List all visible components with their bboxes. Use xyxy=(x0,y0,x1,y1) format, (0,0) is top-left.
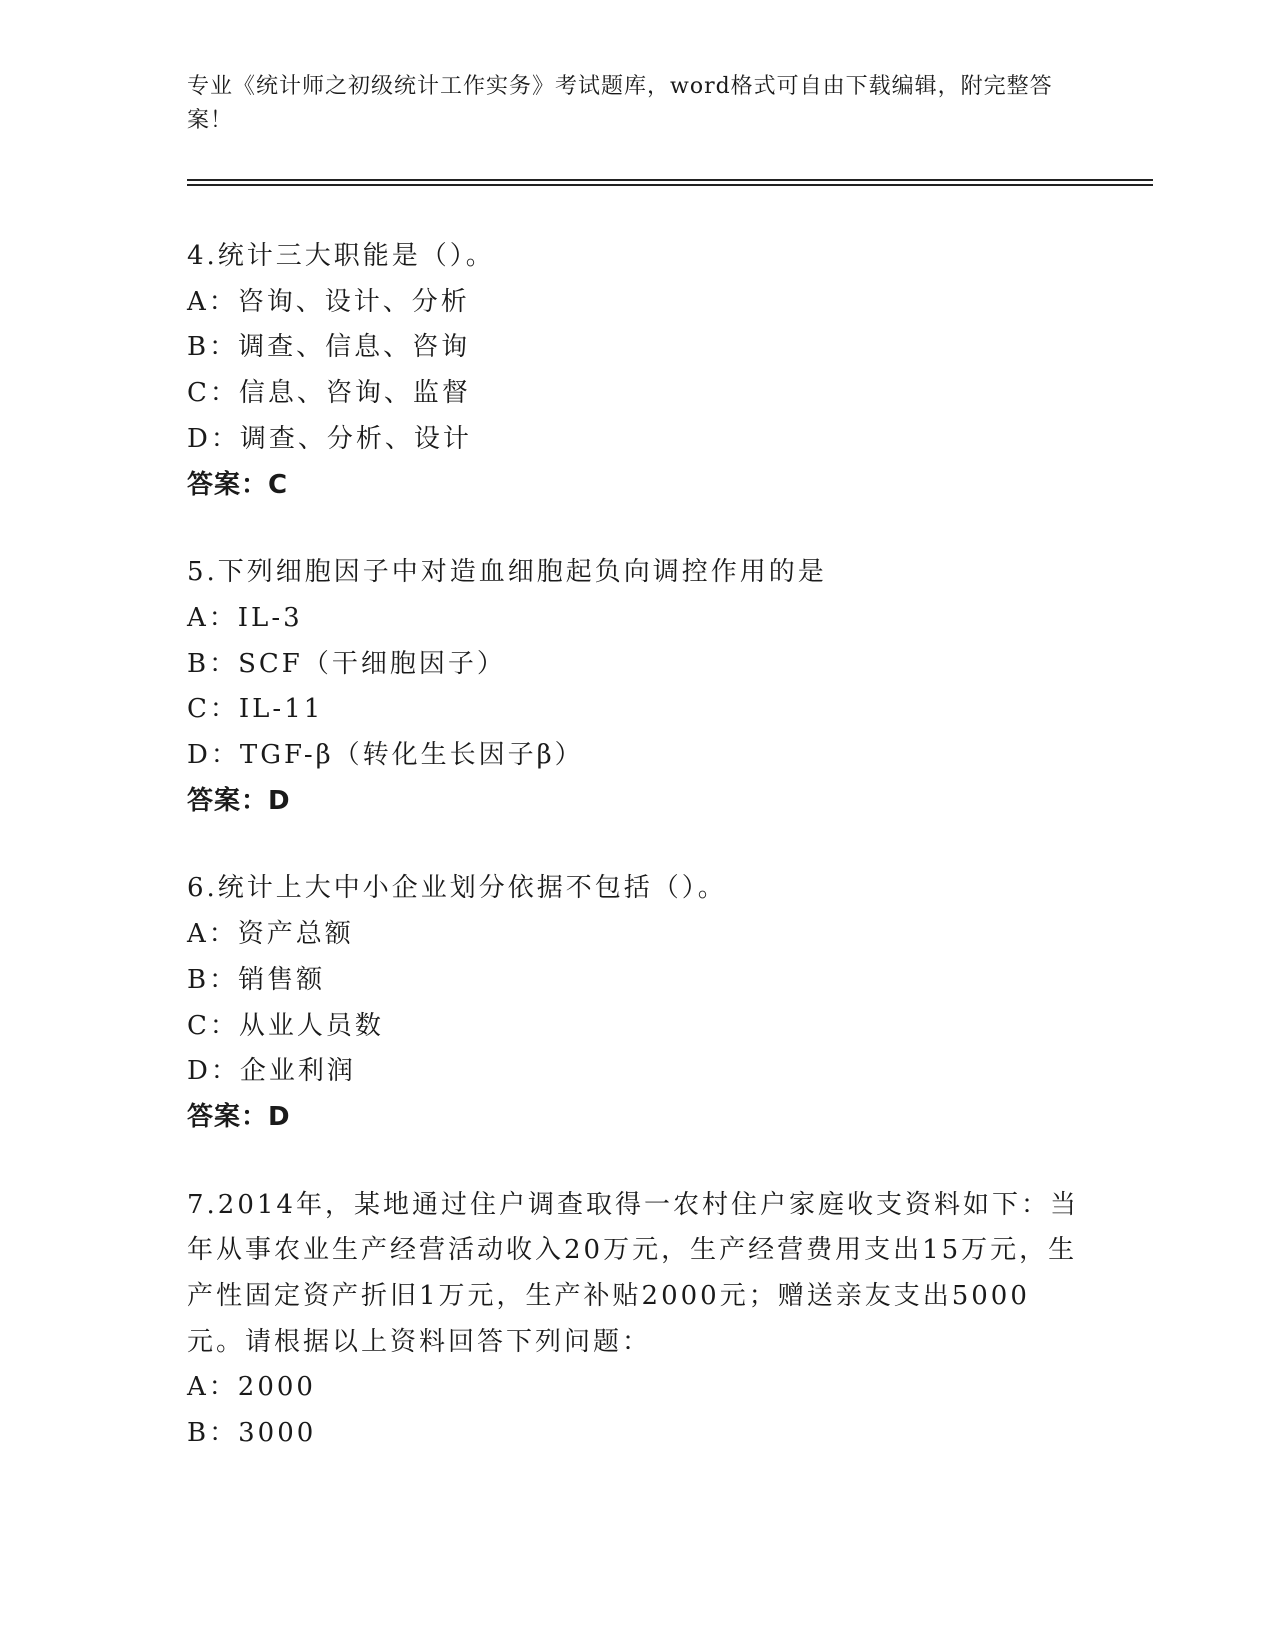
option-d: D：TGF-β（转化生长因子β） xyxy=(187,740,584,771)
option-a: A：咨询、设计、分析 xyxy=(187,286,470,317)
question-5 xyxy=(187,550,1087,824)
answer: 答案：D xyxy=(187,1101,291,1132)
option-d: D：企业利润 xyxy=(187,1056,356,1087)
answer: 答案：D xyxy=(187,785,291,816)
question-4 xyxy=(187,234,1087,508)
option-d: D：调查、分析、设计 xyxy=(187,423,472,454)
document-header: 专业《统计师之初级统计工作实务》考试题库，word格式可自由下载编辑，附完整答案！ xyxy=(187,74,1053,133)
option-b: B：SCF（干细胞因子） xyxy=(187,648,506,679)
option-a: A：2000 xyxy=(187,1372,316,1403)
question-7 xyxy=(187,1183,1087,1457)
question-text: 4.统计三大职能是（）。 xyxy=(187,241,495,271)
answer: 答案：C xyxy=(187,469,289,500)
question-text: 7.2014年，某地通过住户调查取得一农村住户家庭收支资料如下：当年从事农业生产经营活动收入20万元，生产经营费用支出15万元，生产性固定资产折旧1万元，生产补贴2000元；赠送亲友支出5000元。请根据以上资料回答下列问题： xyxy=(187,1189,1079,1357)
option-a: A：资产总额 xyxy=(187,919,354,950)
question-6 xyxy=(187,866,1087,1140)
option-c: C：从业人员数 xyxy=(187,1010,384,1041)
question-text: 6.统计上大中小企业划分依据不包括（）。 xyxy=(187,873,727,904)
option-b: B：销售额 xyxy=(187,964,326,995)
question-text: 5.下列细胞因子中对造血细胞起负向调控作用的是 xyxy=(187,557,827,588)
option-b: B：3000 xyxy=(187,1418,317,1449)
option-c: C：信息、咨询、监督 xyxy=(187,378,471,409)
option-b: B：调查、信息、咨询 xyxy=(187,332,471,363)
header-rule-bottom xyxy=(187,184,1153,186)
header-rule-top xyxy=(187,179,1153,181)
question-list xyxy=(187,234,1087,1499)
option-c: C：IL-11 xyxy=(187,694,324,725)
option-a: A：IL-3 xyxy=(187,602,303,633)
